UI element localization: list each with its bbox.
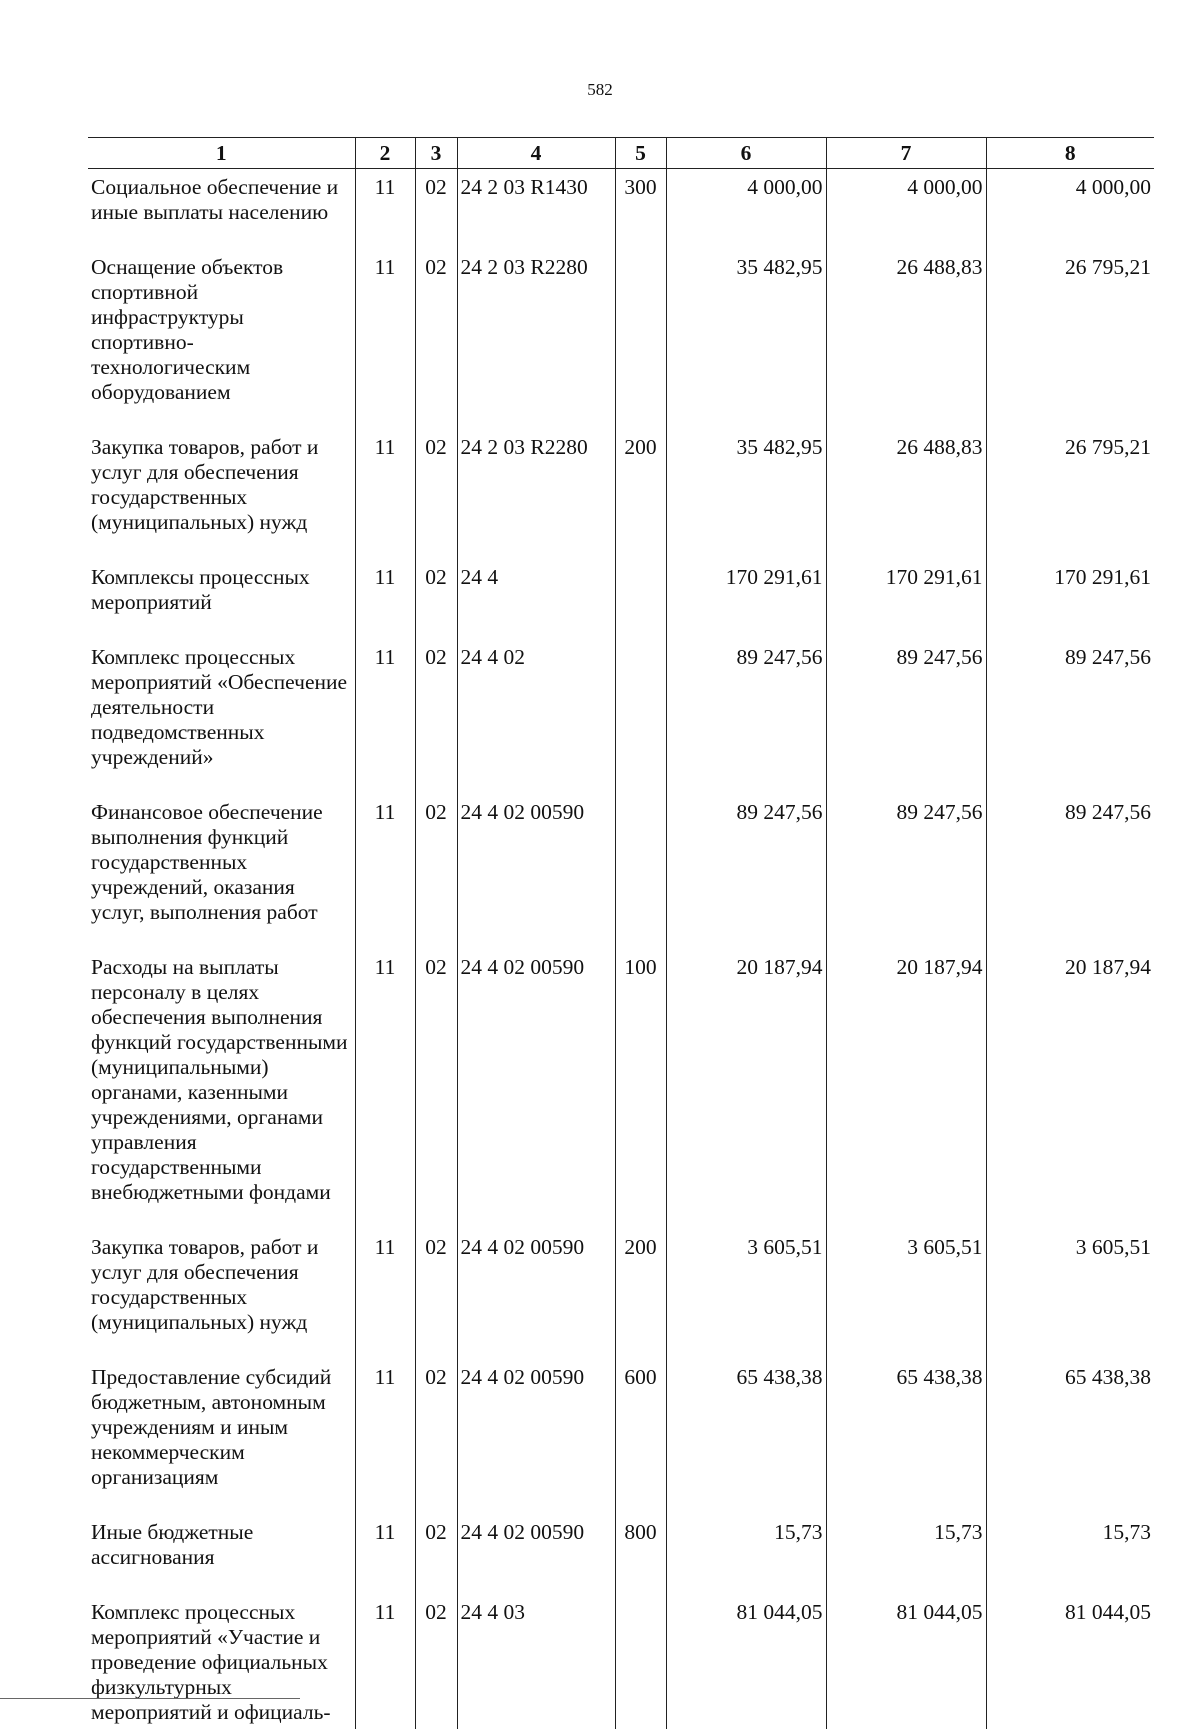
amount-col8: 81 044,05: [986, 1594, 1154, 1729]
expense-type-code: [615, 249, 666, 429]
table-row: [88, 1514, 1154, 1594]
amount-col6: 170 291,61: [666, 559, 826, 639]
amount-col6: 20 187,94: [666, 949, 826, 1229]
table-row: [88, 639, 1154, 794]
amount-col6: 89 247,56: [666, 639, 826, 794]
header-cell: 3: [415, 138, 457, 169]
row-name: Расходы на выплаты персоналу в целях обеспечения выполнения функций государственными (муниципальными) органами, казенными учреждениями, органами управления государственными внебюджетными фондами: [88, 949, 355, 1229]
row-name: Закупка товаров, работ и услуг для обеспечения государственных (муниципальных) нужд: [88, 1229, 355, 1359]
expense-type-code: [615, 1594, 666, 1729]
amount-col8: 26 795,21: [986, 429, 1154, 559]
target-article-code: 24 2 03 R2280: [457, 249, 615, 429]
expense-type-code: 600: [615, 1359, 666, 1514]
header-cell: 5: [615, 138, 666, 169]
amount-col8: 20 187,94: [986, 949, 1154, 1229]
amount-col7: 15,73: [826, 1514, 986, 1594]
section-code: 11: [355, 249, 415, 429]
amount-col6: 65 438,38: [666, 1359, 826, 1514]
amount-col6: 15,73: [666, 1514, 826, 1594]
amount-col6: 35 482,95: [666, 249, 826, 429]
section-code: 11: [355, 1594, 415, 1729]
row-name: Оснащение объектов спортивной инфраструктуры спортивно-технологическим оборудованием: [88, 249, 355, 429]
subsection-code: 02: [415, 1359, 457, 1514]
table-row: [88, 249, 1154, 429]
header-cell: 6: [666, 138, 826, 169]
amount-col7: 89 247,56: [826, 639, 986, 794]
amount-col6: 35 482,95: [666, 429, 826, 559]
amount-col7: 26 488,83: [826, 429, 986, 559]
subsection-code: 02: [415, 169, 457, 250]
target-article-code: 24 2 03 R1430: [457, 169, 615, 250]
amount-col6: 3 605,51: [666, 1229, 826, 1359]
subsection-code: 02: [415, 1594, 457, 1729]
amount-col7: 89 247,56: [826, 794, 986, 949]
table-row: [88, 794, 1154, 949]
section-code: 11: [355, 559, 415, 639]
amount-col7: 3 605,51: [826, 1229, 986, 1359]
amount-col8: 26 795,21: [986, 249, 1154, 429]
amount-col8: 4 000,00: [986, 169, 1154, 250]
table-row: [88, 1229, 1154, 1359]
target-article-code: 24 4 02 00590: [457, 1514, 615, 1594]
section-code: 11: [355, 1229, 415, 1359]
section-code: 11: [355, 1514, 415, 1594]
amount-col7: 65 438,38: [826, 1359, 986, 1514]
expense-type-code: [615, 794, 666, 949]
amount-col8: 89 247,56: [986, 794, 1154, 949]
expense-type-code: 200: [615, 1229, 666, 1359]
row-name: Социальное обеспечение и иные выплаты населению: [88, 169, 355, 250]
expense-type-code: 300: [615, 169, 666, 250]
amount-col6: 4 000,00: [666, 169, 826, 250]
header-cell: 8: [986, 138, 1154, 169]
row-name: Комплекс процессных мероприятий «Обеспечение деятельности подведомственных учреждений»: [88, 639, 355, 794]
section-code: 11: [355, 169, 415, 250]
budget-table: [88, 137, 1154, 1729]
row-name: Комплексы процессных мероприятий: [88, 559, 355, 639]
expense-type-code: [615, 639, 666, 794]
section-code: 11: [355, 429, 415, 559]
scan-edge-line: [0, 1698, 300, 1699]
amount-col8: 3 605,51: [986, 1229, 1154, 1359]
table-row: [88, 429, 1154, 559]
table-row: [88, 1359, 1154, 1514]
target-article-code: 24 4 02 00590: [457, 1229, 615, 1359]
expense-type-code: 200: [615, 429, 666, 559]
section-code: 11: [355, 1359, 415, 1514]
target-article-code: 24 4 02: [457, 639, 615, 794]
table-row: [88, 559, 1154, 639]
subsection-code: 02: [415, 639, 457, 794]
row-name: Финансовое обеспечение выполнения функций государственных учреждений, оказания услуг, выполнения работ: [88, 794, 355, 949]
target-article-code: 24 4 02 00590: [457, 949, 615, 1229]
expense-type-code: 800: [615, 1514, 666, 1594]
subsection-code: 02: [415, 1229, 457, 1359]
subsection-code: 02: [415, 949, 457, 1229]
table-row: [88, 169, 1154, 250]
amount-col7: 4 000,00: [826, 169, 986, 250]
amount-col8: 170 291,61: [986, 559, 1154, 639]
row-name: Иные бюджетные ассигнования: [88, 1514, 355, 1594]
amount-col7: 26 488,83: [826, 249, 986, 429]
target-article-code: 24 4: [457, 559, 615, 639]
amount-col6: 89 247,56: [666, 794, 826, 949]
subsection-code: 02: [415, 249, 457, 429]
header-cell: 1: [88, 138, 355, 169]
row-name: Закупка товаров, работ и услуг для обеспечения государственных (муниципальных) нужд: [88, 429, 355, 559]
amount-col6: 81 044,05: [666, 1594, 826, 1729]
row-name: Предоставление субсидий бюджетным, автономным учреждениям и иным некоммерческим организациям: [88, 1359, 355, 1514]
header-cell: 4: [457, 138, 615, 169]
page-number: 582: [587, 80, 613, 99]
expense-type-code: 100: [615, 949, 666, 1229]
table-row: [88, 949, 1154, 1229]
target-article-code: 24 4 02 00590: [457, 1359, 615, 1514]
expense-type-code: [615, 559, 666, 639]
target-article-code: 24 4 03: [457, 1594, 615, 1729]
amount-col7: 170 291,61: [826, 559, 986, 639]
section-code: 11: [355, 949, 415, 1229]
header-cell: 7: [826, 138, 986, 169]
amount-col8: 65 438,38: [986, 1359, 1154, 1514]
row-name: Комплекс процессных мероприятий «Участие и проведение официальных физкультурных мероприятий и официаль-: [88, 1594, 355, 1729]
section-code: 11: [355, 639, 415, 794]
section-code: 11: [355, 794, 415, 949]
amount-col7: 81 044,05: [826, 1594, 986, 1729]
subsection-code: 02: [415, 429, 457, 559]
table-row: [88, 1594, 1154, 1729]
header-cell: 2: [355, 138, 415, 169]
subsection-code: 02: [415, 794, 457, 949]
subsection-code: 02: [415, 559, 457, 639]
amount-col8: 15,73: [986, 1514, 1154, 1594]
subsection-code: 02: [415, 1514, 457, 1594]
amount-col7: 20 187,94: [826, 949, 986, 1229]
amount-col8: 89 247,56: [986, 639, 1154, 794]
target-article-code: 24 2 03 R2280: [457, 429, 615, 559]
target-article-code: 24 4 02 00590: [457, 794, 615, 949]
table-header-row: [88, 138, 1154, 169]
